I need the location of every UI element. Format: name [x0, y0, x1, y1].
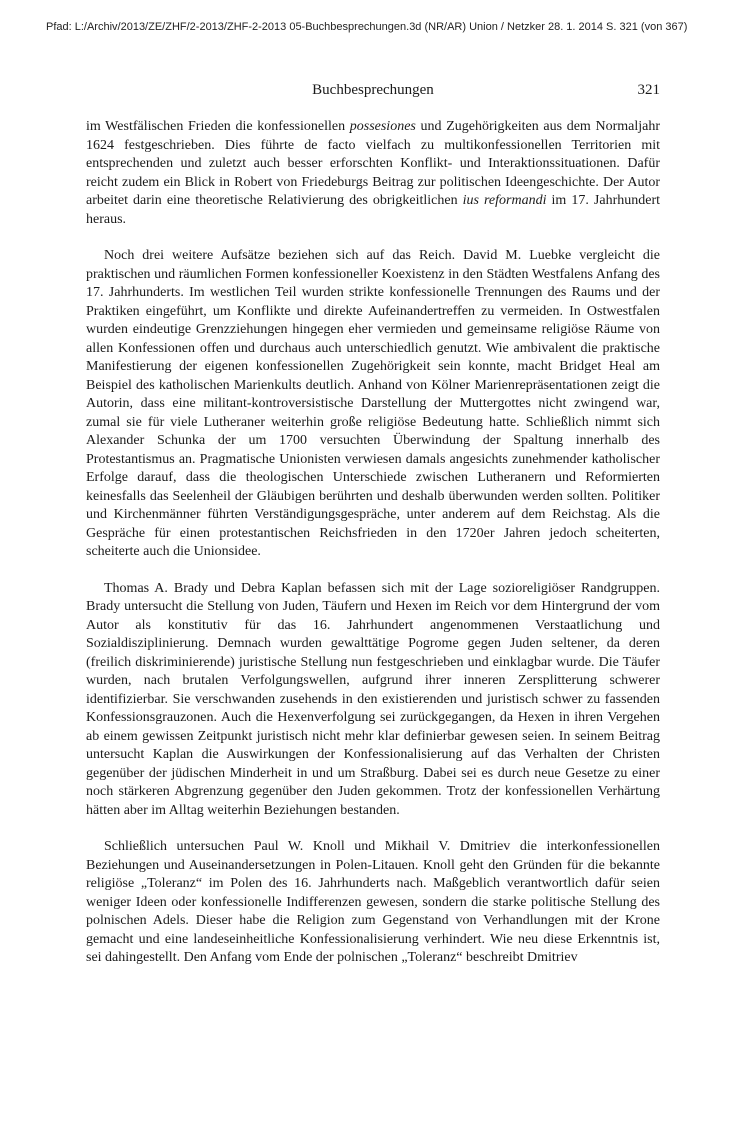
section-title: Buchbesprechungen — [312, 82, 434, 98]
text-run: Noch drei weitere Aufsätze beziehen sich auf das Reich. David M. Luebke vergleicht die praktischen und räumlichen Formen konfessioneller Koexistenz in den Städten Westfalens Anfang des 17. Jahrhunderts. Im westlichen Teil wurden strikte konfessionelle Trennungen des Raums und der Praktiken eingeführt, um Konflikte und direkte Aufeinandertreffen zu vermeiden. In Ostwestfalen wurden eindeutige Grenzziehungen hingegen eher vermieden und gemeinsame religiöse Räume von allen Konfessionen offen und durchaus auch unterschiedlich genutzt. Wie ambivalent die praktische Manifestierung der eigenen konfessionellen Zugehörigkeit sein konnte, macht Bridget Heal am Beispiel des katholischen Marienkults deutlich. Anhand von Kölner Marienrepräsentationen zeigt die Autorin, dass eine militant-kontroversistische Darstellung der Muttergottes nicht zwingend war, zumal sie für viele Lutheraner weiterhin große religiöse Bedeutung hatte. Schließlich nimmt sich Alexander Schunka der um 1700 versuchten Überwindung der Spaltung innerhalb des Protestantismus an. Pragmatische Unionisten verwiesen damals angesichts zunehmender katholischer Erfolge darauf, dass die theologischen Unterschiede zwischen Lutheranern und Reformierten keinesfalls das Seelenheil der Gläubigen berührten und deshalb überwunden werden sollten. Politiker und Kirchenmänner führten Verständigungsgespräche, unter anderem auf dem Reichstag. Als die Gespräche für einen protestantischen Reichsfrieden in den 1720er Jahren jedoch scheiterten, scheiterte auch die Unionsidee. — [86, 248, 660, 559]
running-head — [86, 82, 660, 102]
paragraph-2 — [86, 247, 660, 562]
paragraph-4 — [86, 838, 660, 968]
file-path-slug: Pfad: L:/Archiv/2013/ZE/ZHF/2-2013/ZHF-2-2013 05-Buchbesprechungen.3d (NR/AR) Union / Netzker 28. 1. 2014 S. 321 (von 367) — [46, 21, 688, 33]
italic-term: ius reformandi — [462, 193, 547, 208]
italic-term: possesiones — [349, 119, 416, 134]
paragraph-1 — [86, 118, 660, 229]
page-number: 321 — [637, 82, 660, 98]
text-run: Thomas A. Brady und Debra Kaplan befassen sich mit der Lage sozioreligiöser Randgruppen. Brady untersucht die Stellung von Juden, Täufern und Hexen im Reich vor dem Hintergrund der vom Autor als konstitutiv für das 16. Jahrhundert angenommenen Verstaatlichung und Sozialdisziplinierung. Demnach wurden gewalttätige Pogrome gegen Juden seltener, da deren (freilich diskriminierende) juristische Stellung nun festgeschrieben und einklagbar wurde. Die Täufer wurden, nach brutalen Verfolgungswellen, aufgrund ihrer inneren Zersplitterung schwerer identifizierbar. Sie verschwanden zusehends in den existierenden und juristisch schwer zu fassenden Konfessionsgrauzonen. Auch die Hexenverfolgung sei zurückgegangen, da Hexen in ihren Vergehen ab einem gewissen Zeitpunkt juristisch nicht mehr klar definierbar gewesen seien. In seinem Beitrag untersucht Kaplan die Auswirkungen der Konfessionalisierung auf das Verhalten der Christen gegenüber der jüdischen Minderheit in und um Straßburg. Dabei sei es durch neue Gesetze zu einer noch stärkeren Abgrenzung gegenüber den Juden gekommen. Trotz der konfessionellen Verhärtung hätten aber im Alltag weiterhin Beziehungen bestanden. — [86, 580, 660, 818]
body-text — [86, 118, 660, 968]
paragraph-3 — [86, 580, 660, 821]
text-run: Schließlich untersuchen Paul W. Knoll und Mikhail V. Dmitriev die interkonfessionellen Beziehungen und Auseinandersetzungen in Polen-Litauen. Knoll geht den Gründen für die bekannte religiöse „Toleranz“ im Polen des 16. Jahrhunderts nach. Maßgeblich verantwortlich dafür seien weniger Ideen oder konfessionelle Indifferenzen gewesen, sondern die starke politische Stellung des polnischen Adels. Dieser habe die Religion zum Gegenstand von Verhandlungen mit der Krone gemacht und eine landeseinheitliche Konfessionalisierung verhindert. Wie neu diese Erkenntnis ist, sei dahingestellt. Den Anfang vom Ende der polnischen „Toleranz“ beschreibt Dmitriev — [86, 839, 660, 965]
text-run: im 17. Jahrhundert heraus. — [86, 193, 661, 227]
text-run: und Zugehörigkeiten aus dem Normaljahr 1624 festgeschrieben. Dies führte de facto vielfach zu multikonfessionellen Territorien mit entsprechenden und zuletzt auch besser erforschten Konflikt- und Interaktionssituationen. Dafür reicht zudem ein Blick in Robert von Friedeburgs Beitrag zur politischen Ideengeschichte. Der Autor arbeitet darin eine theoretische Relativierung des obrigkeitlichen — [86, 119, 660, 208]
text-run: im Westfälischen Frieden die konfessionellen — [86, 119, 350, 134]
